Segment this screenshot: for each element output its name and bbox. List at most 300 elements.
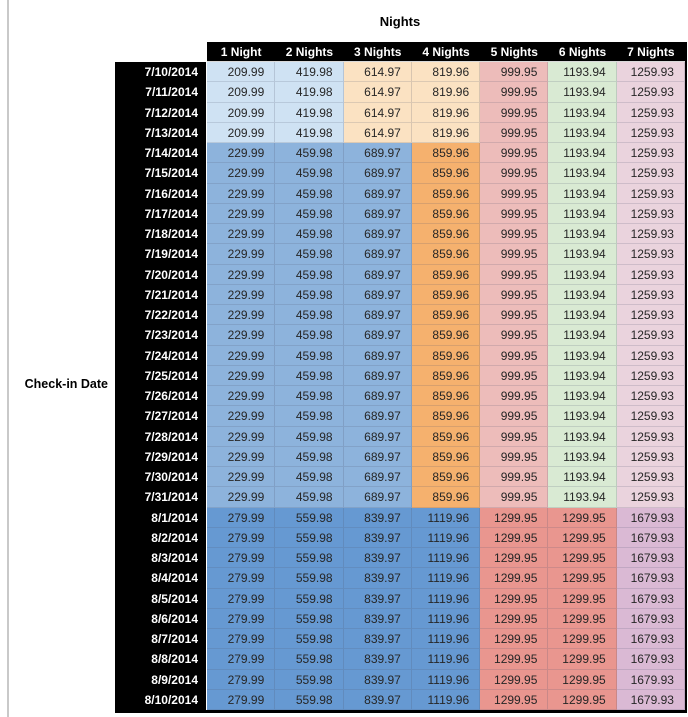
price-cell: 229.99 (207, 406, 275, 426)
table-row (115, 406, 685, 426)
column-header: 6 Nights (548, 42, 616, 62)
table-row (115, 589, 685, 609)
price-cell: 1193.94 (548, 305, 616, 325)
table-row (115, 487, 685, 507)
price-cell: 999.95 (480, 406, 548, 426)
table-row (115, 265, 685, 285)
price-cell: 229.99 (207, 366, 275, 386)
price-cell: 459.98 (275, 184, 343, 204)
price-cell: 1679.93 (617, 548, 685, 568)
date-cell: 7/31/2014 (115, 487, 207, 507)
price-cell: 819.96 (412, 123, 480, 143)
price-cell: 1299.95 (480, 670, 548, 690)
price-cell: 999.95 (480, 82, 548, 102)
price-cell: 689.97 (344, 265, 412, 285)
price-cell: 1119.96 (412, 528, 480, 548)
price-cell: 279.99 (207, 670, 275, 690)
price-cell: 614.97 (344, 123, 412, 143)
price-cell: 1299.95 (548, 589, 616, 609)
price-cell: 859.96 (412, 406, 480, 426)
price-cell: 1259.93 (617, 285, 685, 305)
date-cell: 7/28/2014 (115, 427, 207, 447)
table-row (115, 224, 685, 244)
price-cell: 1299.95 (480, 649, 548, 669)
price-cell: 859.96 (412, 224, 480, 244)
table-row (115, 690, 685, 710)
price-cell: 999.95 (480, 366, 548, 386)
price-cell: 614.97 (344, 82, 412, 102)
price-cell: 229.99 (207, 386, 275, 406)
price-cell: 1679.93 (617, 649, 685, 669)
price-cell: 689.97 (344, 386, 412, 406)
price-cell: 819.96 (412, 82, 480, 102)
price-cell: 1193.94 (548, 244, 616, 264)
price-cell: 859.96 (412, 346, 480, 366)
price-cell: 999.95 (480, 184, 548, 204)
price-cell: 229.99 (207, 224, 275, 244)
column-header: 4 Nights (412, 42, 480, 62)
table-row (115, 447, 685, 467)
price-cell: 1299.95 (480, 548, 548, 568)
price-cell: 1259.93 (617, 204, 685, 224)
price-cell: 1193.94 (548, 163, 616, 183)
price-cell: 1193.94 (548, 224, 616, 244)
column-header: 2 Nights (275, 42, 343, 62)
price-cell: 459.98 (275, 346, 343, 366)
price-cell: 1679.93 (617, 670, 685, 690)
price-cell: 999.95 (480, 265, 548, 285)
price-cell: 279.99 (207, 548, 275, 568)
price-cell: 999.95 (480, 305, 548, 325)
date-cell: 7/15/2014 (115, 163, 207, 183)
price-cell: 1299.95 (548, 548, 616, 568)
price-cell: 839.97 (344, 690, 412, 710)
price-cell: 459.98 (275, 163, 343, 183)
table-row (115, 62, 685, 82)
price-cell: 1679.93 (617, 609, 685, 629)
date-cell: 7/10/2014 (115, 62, 207, 82)
date-cell: 7/12/2014 (115, 103, 207, 123)
price-cell: 1193.94 (548, 366, 616, 386)
price-cell: 999.95 (480, 244, 548, 264)
price-cell: 1193.94 (548, 487, 616, 507)
price-cell: 999.95 (480, 103, 548, 123)
price-cell: 559.98 (275, 670, 343, 690)
price-cell: 1193.94 (548, 346, 616, 366)
price-cell: 459.98 (275, 305, 343, 325)
price-cell: 859.96 (412, 366, 480, 386)
price-cell: 459.98 (275, 244, 343, 264)
price-cell: 229.99 (207, 305, 275, 325)
price-cell: 229.99 (207, 346, 275, 366)
date-cell: 7/18/2014 (115, 224, 207, 244)
price-cell: 419.98 (275, 82, 343, 102)
price-cell: 999.95 (480, 123, 548, 143)
price-cell: 229.99 (207, 427, 275, 447)
price-cell: 1193.94 (548, 285, 616, 305)
price-cell: 689.97 (344, 224, 412, 244)
price-cell: 999.95 (480, 386, 548, 406)
price-cell: 209.99 (207, 123, 275, 143)
date-cell: 7/23/2014 (115, 325, 207, 345)
table-row (115, 204, 685, 224)
price-cell: 209.99 (207, 62, 275, 82)
price-cell: 999.95 (480, 346, 548, 366)
price-cell: 459.98 (275, 406, 343, 426)
price-cell: 1119.96 (412, 508, 480, 528)
price-cell: 1259.93 (617, 427, 685, 447)
price-cell: 1259.93 (617, 82, 685, 102)
price-cell: 859.96 (412, 244, 480, 264)
table-row (115, 366, 685, 386)
price-cell: 1259.93 (617, 265, 685, 285)
price-cell: 419.98 (275, 103, 343, 123)
price-cell: 1193.94 (548, 82, 616, 102)
price-cell: 1679.93 (617, 508, 685, 528)
price-cell: 1259.93 (617, 346, 685, 366)
price-cell: 229.99 (207, 143, 275, 163)
price-cell: 279.99 (207, 609, 275, 629)
price-cell: 859.96 (412, 325, 480, 345)
price-cell: 1299.95 (548, 609, 616, 629)
price-cell: 229.99 (207, 244, 275, 264)
price-cell: 689.97 (344, 244, 412, 264)
price-cell: 859.96 (412, 467, 480, 487)
price-cell: 1119.96 (412, 670, 480, 690)
price-cell: 689.97 (344, 184, 412, 204)
table-title: Nights (379, 14, 421, 29)
price-cell: 839.97 (344, 649, 412, 669)
table-row (115, 325, 685, 345)
price-cell: 1119.96 (412, 690, 480, 710)
date-cell: 7/11/2014 (115, 82, 207, 102)
date-cell: 7/21/2014 (115, 285, 207, 305)
price-cell: 689.97 (344, 285, 412, 305)
date-cell: 7/27/2014 (115, 406, 207, 426)
price-cell: 1193.94 (548, 265, 616, 285)
pricing-table (115, 42, 687, 713)
price-cell: 1299.95 (548, 528, 616, 548)
price-cell: 459.98 (275, 265, 343, 285)
price-cell: 279.99 (207, 690, 275, 710)
price-cell: 1299.95 (548, 568, 616, 588)
price-cell: 1299.95 (480, 568, 548, 588)
price-cell: 689.97 (344, 427, 412, 447)
price-cell: 229.99 (207, 204, 275, 224)
price-cell: 1259.93 (617, 184, 685, 204)
price-cell: 1119.96 (412, 568, 480, 588)
price-cell: 459.98 (275, 386, 343, 406)
price-cell: 279.99 (207, 649, 275, 669)
column-header: 5 Nights (480, 42, 548, 62)
price-cell: 999.95 (480, 204, 548, 224)
price-cell: 559.98 (275, 548, 343, 568)
price-cell: 1259.93 (617, 366, 685, 386)
date-cell: 7/22/2014 (115, 305, 207, 325)
price-cell: 279.99 (207, 629, 275, 649)
price-cell: 1193.94 (548, 184, 616, 204)
price-cell: 1259.93 (617, 163, 685, 183)
price-cell: 689.97 (344, 467, 412, 487)
price-cell: 999.95 (480, 285, 548, 305)
price-cell: 1299.95 (480, 508, 548, 528)
price-cell: 1299.95 (480, 629, 548, 649)
price-cell: 229.99 (207, 184, 275, 204)
price-cell: 1193.94 (548, 123, 616, 143)
price-cell: 839.97 (344, 508, 412, 528)
price-cell: 1259.93 (617, 143, 685, 163)
price-cell: 1119.96 (412, 589, 480, 609)
table-row (115, 508, 685, 528)
table-row (115, 163, 685, 183)
price-cell: 1299.95 (548, 629, 616, 649)
price-cell: 1299.95 (548, 690, 616, 710)
row-axis-label: Check-in Date (24, 377, 108, 391)
price-cell: 459.98 (275, 467, 343, 487)
date-cell: 7/20/2014 (115, 265, 207, 285)
price-cell: 689.97 (344, 305, 412, 325)
table-row (115, 184, 685, 204)
price-cell: 559.98 (275, 508, 343, 528)
price-cell: 839.97 (344, 609, 412, 629)
price-cell: 1259.93 (617, 386, 685, 406)
price-cell: 689.97 (344, 366, 412, 386)
price-cell: 999.95 (480, 447, 548, 467)
price-cell: 1679.93 (617, 568, 685, 588)
price-cell: 459.98 (275, 143, 343, 163)
date-cell: 7/26/2014 (115, 386, 207, 406)
date-cell: 7/17/2014 (115, 204, 207, 224)
date-cell: 8/3/2014 (115, 548, 207, 568)
column-header: 7 Nights (617, 42, 685, 62)
price-cell: 1299.95 (480, 528, 548, 548)
price-cell: 279.99 (207, 508, 275, 528)
price-cell: 1193.94 (548, 406, 616, 426)
table-row (115, 305, 685, 325)
price-cell: 1299.95 (548, 649, 616, 669)
price-cell: 1193.94 (548, 143, 616, 163)
price-cell: 229.99 (207, 487, 275, 507)
date-cell: 8/5/2014 (115, 589, 207, 609)
price-cell: 459.98 (275, 285, 343, 305)
price-cell: 859.96 (412, 427, 480, 447)
date-cell: 8/9/2014 (115, 670, 207, 690)
price-cell: 459.98 (275, 427, 343, 447)
date-cell: 7/14/2014 (115, 143, 207, 163)
price-cell: 999.95 (480, 224, 548, 244)
price-cell: 1119.96 (412, 649, 480, 669)
price-cell: 229.99 (207, 285, 275, 305)
price-cell: 559.98 (275, 629, 343, 649)
table-row (115, 427, 685, 447)
price-cell: 1193.94 (548, 103, 616, 123)
price-cell: 1299.95 (548, 670, 616, 690)
table-row (115, 123, 685, 143)
price-cell: 689.97 (344, 204, 412, 224)
price-cell: 859.96 (412, 305, 480, 325)
price-cell: 279.99 (207, 568, 275, 588)
price-cell: 999.95 (480, 143, 548, 163)
price-cell: 1193.94 (548, 386, 616, 406)
price-cell: 859.96 (412, 447, 480, 467)
date-cell: 8/2/2014 (115, 528, 207, 548)
price-cell: 1193.94 (548, 427, 616, 447)
price-cell: 839.97 (344, 528, 412, 548)
table-row (115, 103, 685, 123)
price-cell: 859.96 (412, 163, 480, 183)
price-cell: 859.96 (412, 285, 480, 305)
price-cell: 999.95 (480, 467, 548, 487)
price-cell: 459.98 (275, 325, 343, 345)
price-cell: 1119.96 (412, 548, 480, 568)
price-cell: 839.97 (344, 629, 412, 649)
price-cell: 1299.95 (480, 589, 548, 609)
price-cell: 1259.93 (617, 103, 685, 123)
date-cell: 7/29/2014 (115, 447, 207, 467)
price-cell: 614.97 (344, 62, 412, 82)
price-cell: 689.97 (344, 163, 412, 183)
price-cell: 819.96 (412, 103, 480, 123)
price-cell: 229.99 (207, 447, 275, 467)
price-cell: 229.99 (207, 467, 275, 487)
price-cell: 859.96 (412, 204, 480, 224)
price-cell: 1193.94 (548, 447, 616, 467)
price-cell: 839.97 (344, 568, 412, 588)
price-cell: 614.97 (344, 103, 412, 123)
price-cell: 459.98 (275, 447, 343, 467)
price-cell: 859.96 (412, 265, 480, 285)
price-cell: 839.97 (344, 670, 412, 690)
price-cell: 1259.93 (617, 224, 685, 244)
price-cell: 1119.96 (412, 629, 480, 649)
date-cell: 8/6/2014 (115, 609, 207, 629)
table-row (115, 528, 685, 548)
price-cell: 1259.93 (617, 325, 685, 345)
price-cell: 559.98 (275, 589, 343, 609)
date-cell: 7/24/2014 (115, 346, 207, 366)
date-cell: 8/7/2014 (115, 629, 207, 649)
table-row (115, 244, 685, 264)
price-cell: 839.97 (344, 548, 412, 568)
price-cell: 1299.95 (480, 609, 548, 629)
price-cell: 689.97 (344, 447, 412, 467)
price-cell: 999.95 (480, 487, 548, 507)
price-cell: 689.97 (344, 487, 412, 507)
price-cell: 859.96 (412, 386, 480, 406)
date-cell: 8/8/2014 (115, 649, 207, 669)
price-cell: 1679.93 (617, 589, 685, 609)
price-cell: 1193.94 (548, 204, 616, 224)
price-cell: 459.98 (275, 487, 343, 507)
price-cell: 559.98 (275, 690, 343, 710)
date-cell: 8/1/2014 (115, 508, 207, 528)
table-body (115, 62, 685, 710)
price-cell: 559.98 (275, 609, 343, 629)
price-cell: 819.96 (412, 62, 480, 82)
price-cell: 1259.93 (617, 305, 685, 325)
price-cell: 559.98 (275, 528, 343, 548)
column-header: 1 Night (207, 42, 275, 62)
price-cell: 1679.93 (617, 528, 685, 548)
price-cell: 279.99 (207, 589, 275, 609)
price-cell: 1193.94 (548, 325, 616, 345)
table-row (115, 143, 685, 163)
price-cell: 459.98 (275, 204, 343, 224)
price-cell: 1259.93 (617, 406, 685, 426)
price-cell: 459.98 (275, 366, 343, 386)
table-row (115, 609, 685, 629)
price-cell: 279.99 (207, 528, 275, 548)
price-cell: 1259.93 (617, 487, 685, 507)
price-cell: 839.97 (344, 589, 412, 609)
price-cell: 859.96 (412, 143, 480, 163)
price-cell: 209.99 (207, 103, 275, 123)
price-cell: 1259.93 (617, 467, 685, 487)
price-cell: 859.96 (412, 487, 480, 507)
price-cell: 559.98 (275, 568, 343, 588)
price-cell: 559.98 (275, 649, 343, 669)
table-row (115, 548, 685, 568)
price-cell: 689.97 (344, 406, 412, 426)
price-cell: 1119.96 (412, 609, 480, 629)
price-cell: 999.95 (480, 163, 548, 183)
price-cell: 859.96 (412, 184, 480, 204)
date-cell: 7/30/2014 (115, 467, 207, 487)
date-cell: 7/25/2014 (115, 366, 207, 386)
price-cell: 999.95 (480, 427, 548, 447)
table-row (115, 670, 685, 690)
price-cell: 419.98 (275, 123, 343, 143)
header-row (115, 42, 685, 62)
price-cell: 1679.93 (617, 690, 685, 710)
price-cell: 1679.93 (617, 629, 685, 649)
price-cell: 229.99 (207, 265, 275, 285)
left-edge-divider (7, 0, 9, 717)
price-cell: 419.98 (275, 62, 343, 82)
price-cell: 1259.93 (617, 447, 685, 467)
price-cell: 1259.93 (617, 244, 685, 264)
table-row (115, 346, 685, 366)
price-cell: 229.99 (207, 325, 275, 345)
table-row (115, 568, 685, 588)
table-row (115, 285, 685, 305)
price-cell: 1299.95 (480, 690, 548, 710)
price-cell: 1193.94 (548, 467, 616, 487)
price-cell: 459.98 (275, 224, 343, 244)
table-row (115, 649, 685, 669)
table-row (115, 467, 685, 487)
price-cell: 689.97 (344, 346, 412, 366)
price-cell: 1259.93 (617, 62, 685, 82)
price-cell: 1193.94 (548, 62, 616, 82)
price-cell: 1299.95 (548, 508, 616, 528)
price-cell: 689.97 (344, 325, 412, 345)
date-cell: 8/4/2014 (115, 568, 207, 588)
price-cell: 209.99 (207, 82, 275, 102)
price-cell: 999.95 (480, 325, 548, 345)
column-header: 3 Nights (344, 42, 412, 62)
corner-cell (115, 42, 207, 62)
price-cell: 1259.93 (617, 123, 685, 143)
table-row (115, 386, 685, 406)
date-cell: 7/19/2014 (115, 244, 207, 264)
date-cell: 8/10/2014 (115, 690, 207, 710)
date-cell: 7/13/2014 (115, 123, 207, 143)
price-cell: 689.97 (344, 143, 412, 163)
table-row (115, 82, 685, 102)
price-cell: 229.99 (207, 163, 275, 183)
price-cell: 999.95 (480, 62, 548, 82)
